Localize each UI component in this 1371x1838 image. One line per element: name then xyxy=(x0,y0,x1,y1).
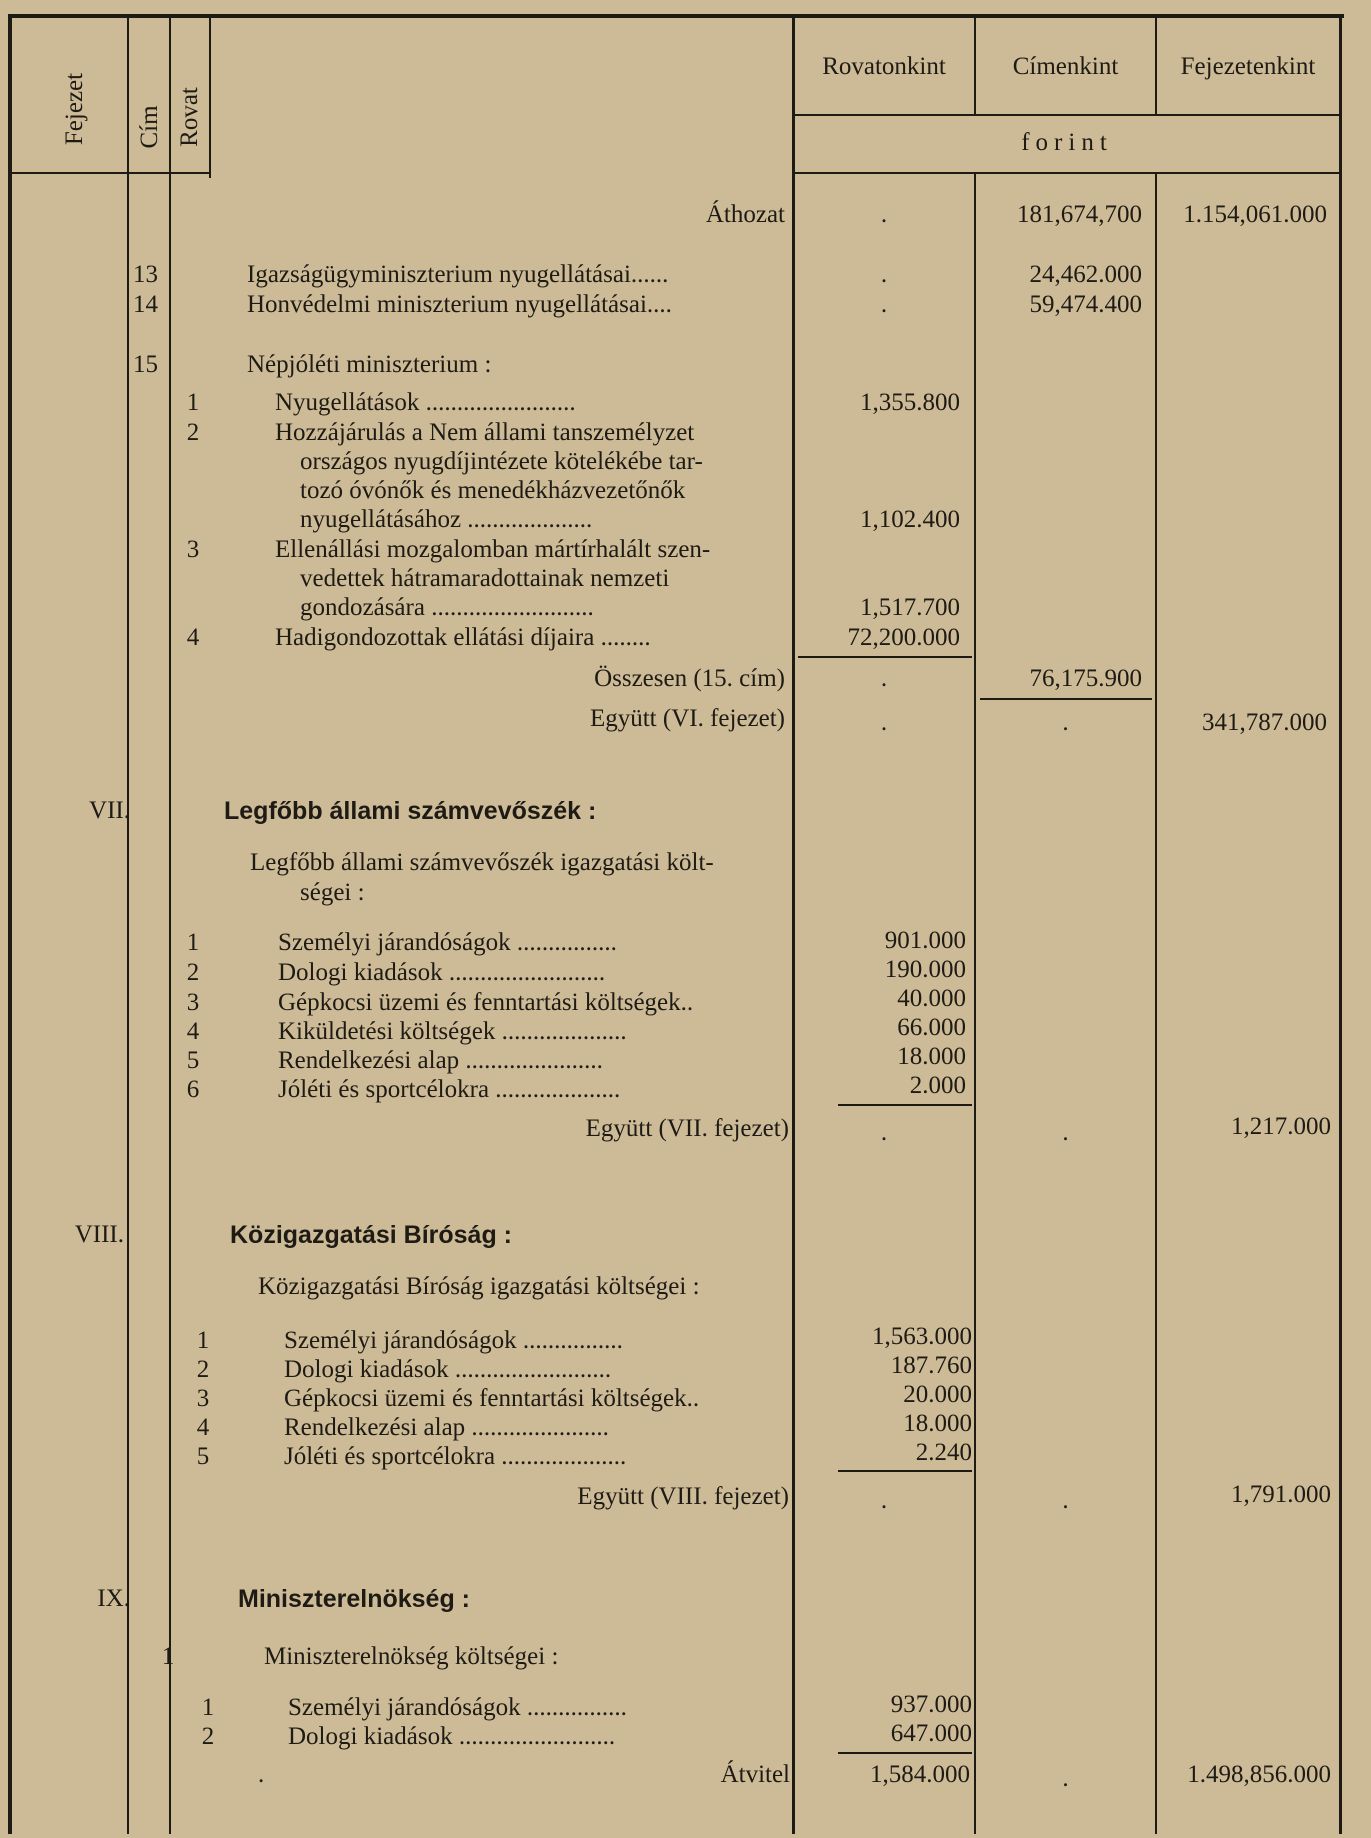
col-rule-fejezet xyxy=(127,18,129,1834)
left-rule xyxy=(8,14,12,1834)
egyutt-8-label: Együtt (VIII. fejezet) xyxy=(577,1483,789,1510)
athozat-rov: . xyxy=(880,201,888,228)
fejezet-8-num: VIII. xyxy=(74,1221,124,1248)
sum-rule-8 xyxy=(838,1470,972,1472)
fej8-item-2-num: 2 xyxy=(196,1356,210,1383)
cim-14-label: Honvédelmi miniszterium nyugellátásai.... xyxy=(247,291,672,318)
header-cimenkint: Címenkint xyxy=(1012,53,1119,80)
col-rule-cimk-body xyxy=(1155,172,1157,1834)
fej7-item-2-label: Dologi kiadások ......................... xyxy=(278,959,606,986)
fej7-item-4-rov: 66.000 xyxy=(897,1014,966,1041)
fej8-item-1-label: Személyi járandóságok ................ xyxy=(284,1327,623,1354)
fejezet-9-title: Miniszterelnökség : xyxy=(238,1585,470,1613)
fej7-item-5-label: Rendelkezési alap ...................... xyxy=(278,1047,603,1074)
rovat-15-2-line2: országos nyugdíjintézete kötelékébe tar- xyxy=(300,448,703,475)
fej7-item-1-label: Személyi járandóságok ................ xyxy=(278,929,617,956)
fejezet-9-cim-num: 1 xyxy=(161,1643,175,1670)
fej7-item-1-rov: 901.000 xyxy=(884,927,966,954)
egyutt-7-rov: . xyxy=(880,1119,888,1146)
athozat-label: Áthozat xyxy=(705,201,785,228)
fej7-item-3-label: Gépkocsi üzemi és fenntartási költségek.. xyxy=(278,989,694,1016)
egyutt-6-label: Együtt (VI. fejezet) xyxy=(589,705,785,732)
fej7-item-1-num: 1 xyxy=(186,929,200,956)
header-fejezet: Fejezet xyxy=(61,72,88,146)
rovat-15-3-line3: gondozására .......................... xyxy=(300,594,594,621)
osszesen-15-cim: 76,175.900 xyxy=(1029,665,1142,692)
fej7-item-2-rov: 190.000 xyxy=(884,956,966,983)
rovat-15-3-line1: Ellenállási mozgalomban mártírhalált szen- xyxy=(275,536,711,563)
cim-14-rov: . xyxy=(880,291,888,318)
egyutt-7-cim: . xyxy=(1062,1119,1069,1146)
fej7-item-5-num: 5 xyxy=(186,1047,200,1074)
rovat-15-1-rov: 1,355.800 xyxy=(860,389,960,416)
fej8-item-3-label: Gépkocsi üzemi és fenntartási költségek.. xyxy=(284,1385,700,1412)
fej8-item-5-num: 5 xyxy=(196,1443,210,1470)
rovat-15-2-num: 2 xyxy=(186,419,200,446)
fejezet-7-sub2: ségei : xyxy=(300,879,365,906)
cim-13-label: Igazságügyminiszterium nyugellátásai...... xyxy=(247,261,669,288)
fej7-item-3-num: 3 xyxy=(186,989,200,1016)
egyutt-7-fej: 1,217.000 xyxy=(1231,1113,1331,1140)
cim-13-num: 13 xyxy=(133,261,158,288)
fej9-item-1-rov: 937.000 xyxy=(890,1691,972,1718)
fej8-item-4-num: 4 xyxy=(196,1414,210,1441)
fej8-item-4-label: Rendelkezési alap ...................... xyxy=(284,1414,609,1441)
sum-rule-15 xyxy=(798,656,972,658)
fej9-item-2-rov: 647.000 xyxy=(890,1720,972,1747)
egyutt-8-cim: . xyxy=(1062,1487,1069,1514)
col-rule-cim xyxy=(169,18,171,1834)
atvitel-rov: 1,584.000 xyxy=(870,1761,970,1788)
cim-15-label: Népjóléti miniszterium : xyxy=(247,351,492,378)
fej8-item-2-label: Dologi kiadások ......................... xyxy=(284,1356,612,1383)
egyutt-6-rov: . xyxy=(880,709,888,736)
rovat-15-2-rov: 1,102.400 xyxy=(860,506,960,533)
fejezet-7-sub1: Legfőbb állami számvevőszék igazgatási költ- xyxy=(250,849,714,876)
fej7-item-4-num: 4 xyxy=(186,1018,200,1045)
cim-15-num: 15 xyxy=(133,351,158,378)
cim-14-cim: 59,474.400 xyxy=(1029,291,1142,318)
fej9-item-1-label: Személyi járandóságok ................ xyxy=(288,1694,627,1721)
fej9-item-1-num: 1 xyxy=(201,1694,215,1721)
fej7-item-5-rov: 18.000 xyxy=(897,1043,966,1070)
atvitel-cim: . xyxy=(1062,1765,1069,1792)
rovat-15-4-rov: 72,200.000 xyxy=(847,624,960,651)
fejezet-9-sub1: Miniszterelnökség költségei : xyxy=(264,1643,559,1670)
fej8-item-1-rov: 1,563.000 xyxy=(872,1323,972,1350)
rovat-15-3-line2: vedettek hátramaradottainak nemzeti xyxy=(300,565,670,592)
rovat-15-3-rov: 1,517.700 xyxy=(860,594,960,621)
rovat-15-1-label: Nyugellátások ........................ xyxy=(275,389,576,416)
fej7-item-2-num: 2 xyxy=(186,959,200,986)
unit-rule xyxy=(794,114,1340,116)
fej8-item-5-label: Jóléti és sportcélokra .................... xyxy=(284,1443,627,1470)
egyutt-6-cim: . xyxy=(1062,709,1069,736)
header-rule-right xyxy=(794,172,1340,174)
egyutt-8-fej: 1,791.000 xyxy=(1231,1481,1331,1508)
cim-13-cim: 24,462.000 xyxy=(1029,261,1142,288)
rovat-15-2-line3: tozó óvónők és menedékházvezetőnők xyxy=(300,477,686,504)
sum-rule-9 xyxy=(838,1752,972,1754)
fej7-item-6-num: 6 xyxy=(186,1076,200,1103)
osszesen-15-rov: . xyxy=(880,665,888,692)
rovat-15-2-line4: nyugellátásához .................... xyxy=(300,506,593,533)
fej9-item-2-num: 2 xyxy=(201,1723,215,1750)
header-cim: Cím xyxy=(136,105,163,149)
egyutt-8-rov: . xyxy=(880,1487,888,1514)
fej9-item-2-label: Dologi kiadások ......................... xyxy=(288,1723,616,1750)
fej8-item-1-num: 1 xyxy=(196,1327,210,1354)
right-rule xyxy=(1339,14,1342,1834)
fej7-item-3-rov: 40.000 xyxy=(897,985,966,1012)
fej8-item-3-rov: 20.000 xyxy=(903,1381,972,1408)
header-unit: forint xyxy=(1021,129,1113,156)
cim-14-num: 14 xyxy=(133,291,158,318)
rovat-15-4-label: Hadigondozottak ellátási díjaira ........ xyxy=(275,624,651,651)
fej7-item-6-rov: 2.000 xyxy=(909,1072,966,1099)
sum-rule-6 xyxy=(980,698,1152,700)
header-fejezetenkint: Fejezetenkint xyxy=(1180,53,1316,80)
atvitel-lead: . xyxy=(258,1761,265,1788)
egyutt-6-fej: 341,787.000 xyxy=(1202,709,1327,736)
rovat-15-4-num: 4 xyxy=(186,624,200,651)
header-rovatonkint: Rovatonkint xyxy=(822,53,946,80)
header-rovat: Rovat xyxy=(176,87,203,147)
athozat-cim: 181,674,700 xyxy=(1017,201,1142,228)
fejezet-7-num: VII. xyxy=(89,797,130,824)
osszesen-15-label: Összesen (15. cím) xyxy=(594,665,785,692)
col-rule-rovat xyxy=(209,18,211,178)
fej8-item-4-rov: 18.000 xyxy=(903,1410,972,1437)
header-rule-left xyxy=(12,172,210,174)
cim-13-rov: . xyxy=(880,261,888,288)
fejezet-8-title: Közigazgatási Bíróság : xyxy=(230,1221,512,1249)
egyutt-7-label: Együtt (VII. fejezet) xyxy=(585,1115,789,1142)
fejezet-9-num: IX. xyxy=(97,1585,130,1612)
fej7-item-6-label: Jóléti és sportcélokra .................... xyxy=(278,1076,621,1103)
col-rule-rov-body xyxy=(974,172,976,1834)
fej8-item-2-rov: 187.760 xyxy=(890,1352,972,1379)
sum-rule-7 xyxy=(838,1104,972,1106)
fej8-item-3-num: 3 xyxy=(196,1385,210,1412)
fejezet-8-sub1: Közigazgatási Bíróság igazgatási költségei : xyxy=(258,1273,700,1300)
rovat-15-3-num: 3 xyxy=(186,536,200,563)
fejezet-7-title: Legfőbb állami számvevőszék : xyxy=(224,797,597,825)
athozat-fej: 1.154,061.000 xyxy=(1183,201,1327,228)
atvitel-fej: 1.498,856.000 xyxy=(1187,1761,1331,1788)
fej8-item-5-rov: 2.240 xyxy=(915,1439,972,1466)
rovat-15-1-num: 1 xyxy=(186,389,200,416)
atvitel-label: Átvitel xyxy=(720,1761,790,1788)
fej7-item-4-label: Kiküldetési költségek .................... xyxy=(278,1018,627,1045)
rovat-15-2-line1: Hozzájárulás a Nem állami tanszemélyzet xyxy=(275,419,695,446)
